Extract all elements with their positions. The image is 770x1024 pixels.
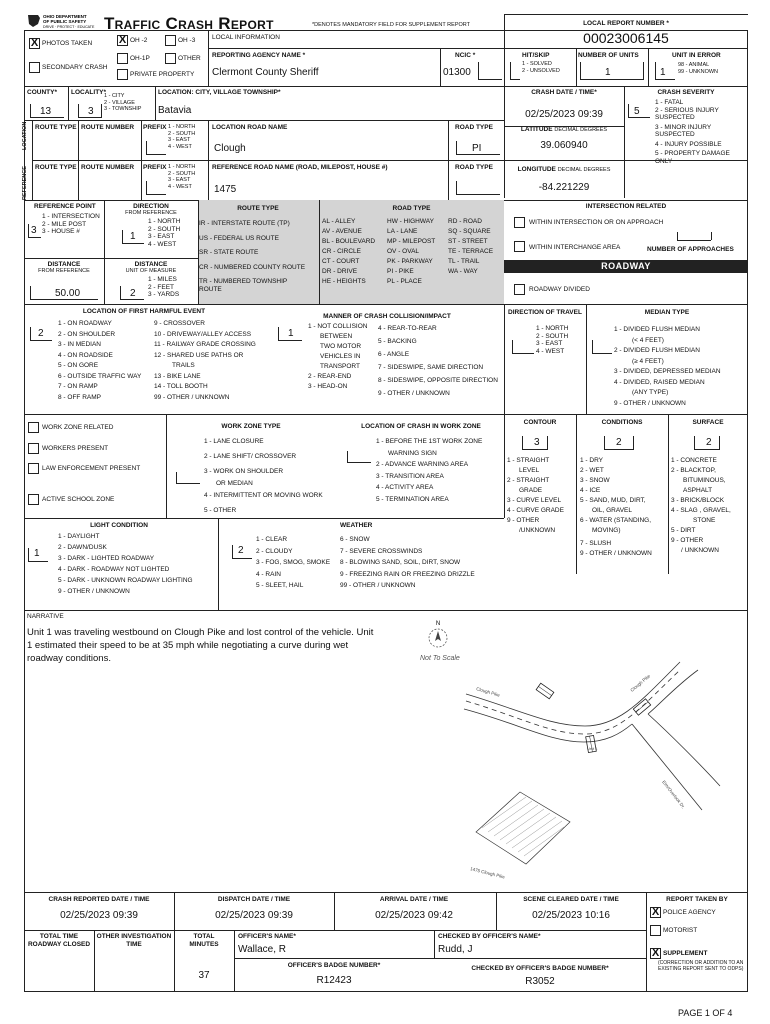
reported-label: CRASH REPORTED DATE / TIME <box>48 896 150 903</box>
road-label-clough-1: Clough Pike <box>475 686 501 698</box>
work-zone-location-label: LOCATION OF CRASH IN WORK ZONE <box>361 423 481 430</box>
side-location-label: LOCATION <box>22 121 28 150</box>
svg-text:DRIVE · PROTECT · EDUCATE: DRIVE · PROTECT · EDUCATE <box>43 25 95 29</box>
oh3-checkbox[interactable] <box>165 35 176 46</box>
distance-label: DISTANCE <box>47 261 81 268</box>
work-zone-related-checkbox[interactable] <box>28 422 39 433</box>
narrative-label: NARRATIVE <box>27 613 64 620</box>
police-agency-label: POLICE AGENCY <box>663 909 716 916</box>
roadway-divided-checkbox[interactable] <box>514 284 525 295</box>
reported-value: 02/25/2023 09:39 <box>60 910 138 921</box>
work-zone-type-label: WORK ZONE TYPE <box>221 423 281 430</box>
private-property-label: PRIVATE PROPERTY <box>130 71 195 78</box>
distance-unit-value: 2 <box>130 288 136 299</box>
side-reference-label: REFERENCE <box>22 166 28 200</box>
unit-error-value: 1 <box>660 67 666 78</box>
longitude-value: -84.221229 <box>538 182 590 193</box>
ref-road-value: 1475 <box>214 184 237 195</box>
road-type-value: PI <box>472 143 482 154</box>
crash-severity-label: CRASH SEVERITY <box>657 89 715 96</box>
ref-prefix-options: 1 - NORTH 2 - SOUTH 3 - EAST 4 - WEST <box>168 164 196 190</box>
cleared-label: SCENE CLEARED DATE / TIME <box>523 896 619 903</box>
vehicle-unit1-position3-icon <box>633 699 650 715</box>
distance-unit-label: DISTANCE <box>134 261 168 268</box>
other-label: OTHER <box>178 55 201 62</box>
dispatch-label: DISPATCH DATE / TIME <box>217 896 291 903</box>
supplement-checkbox[interactable]: X <box>651 947 660 959</box>
crash-severity-value: 5 <box>634 106 640 117</box>
manner-col1: 1 - NOT COLLISION BETWEEN TWO MOTOR VEHICLES IN TRANSPORT 2 - REAR-END 3 - HEAD-ON <box>308 323 368 390</box>
motorist-checkbox[interactable] <box>650 925 661 936</box>
manner-label: MANNER OF CRASH COLLISION/IMPACT <box>323 313 451 320</box>
reporting-agency-value: Clermont County Sheriff <box>212 67 319 78</box>
ref-point-options: 1 - INTERSECTION 2 - MILE POST 3 - HOUSE # <box>42 213 100 235</box>
vehicle-unit1-position1-icon <box>536 683 554 699</box>
first-harmful-col1: 1 - ON ROADWAY 2 - ON SHOULDER 3 - IN MEDIAN 4 - ON ROADSIDE 5 - ON GORE 6 - OUTSIDE TRAFFIC WAY 7 - ON RAMP 8 - OFF RAMP <box>58 320 142 401</box>
active-school-zone-checkbox[interactable] <box>28 494 39 505</box>
within-intersection-checkbox[interactable] <box>514 217 525 228</box>
manner-col2: 4 - REAR-TO-REAR 5 - BACKING 6 - ANGLE 7 - SIDESWIPE, SAME DIRECTION 8 - SIDESWIPE, OPPOSITE DIRECTION 9 - OTHER / UNKNOWN <box>378 325 498 397</box>
narrative-text: Unit 1 was traveling westbound on Clough Pike and lost control of the vehicle. Unit 1 estimated their speed to be at 35 mph while negotiating a curve during wet roadway conditions. <box>27 627 374 664</box>
direction-from-ref: FROM REFERENCE <box>125 210 177 216</box>
latitude-label: LATITUDE DECIMAL DEGREES <box>520 126 608 133</box>
location-value: Batavia <box>158 105 192 116</box>
reporting-agency-label: REPORTING AGENCY NAME * <box>212 52 306 59</box>
county-label: COUNTY* <box>27 89 57 96</box>
crash-date-label: CRASH DATE / TIME* <box>531 89 597 96</box>
local-report-label: LOCAL REPORT NUMBER * <box>583 20 669 27</box>
work-zone-related-label: WORK ZONE RELATED <box>42 424 114 431</box>
lot-label: 1475 Clough Pike <box>469 866 506 880</box>
checked-badge-value: R3052 <box>525 976 555 987</box>
dispatch-value: 02/25/2023 09:39 <box>215 910 293 921</box>
road-type-col1: AL - ALLEY AV - AVENUE BL - BOULEVARD CR - CIRCLE CT - COURT DR - DRIVE HE - HEIGHTS <box>322 218 376 285</box>
direction-travel-options: 1 - NORTH 2 - SOUTH 3 - EAST 4 - WEST <box>536 325 569 355</box>
location-road-label: LOCATION ROAD NAME <box>212 124 288 131</box>
contour-label: CONTOUR <box>523 419 557 426</box>
ref-route-number-label: ROUTE NUMBER <box>81 164 135 171</box>
ref-prefix-label: PREFIX <box>143 164 167 171</box>
light-condition-value: 1 <box>34 548 40 559</box>
secondary-crash-checkbox[interactable] <box>29 62 40 73</box>
ohio-dps-logo <box>26 12 100 30</box>
checked-badge-label: CHECKED BY OFFICER'S BADGE NUMBER* <box>471 965 609 972</box>
first-harmful-value: 2 <box>38 328 44 339</box>
light-condition-label: LIGHT CONDITION <box>90 522 148 529</box>
officer-name-label: OFFICER'S NAME* <box>238 933 296 940</box>
num-approaches-label: NUMBER OF APPROACHES <box>647 246 734 253</box>
hit-skip-options: 1 - SOLVED 2 - UNSOLVED <box>522 61 560 74</box>
local-information-label: LOCAL INFORMATION <box>212 34 280 41</box>
total-minutes-value: 37 <box>198 970 210 981</box>
law-enforcement-label: LAW ENFORCEMENT PRESENT <box>42 465 141 472</box>
within-intersection-label: WITHIN INTERSECTION OR ON APPROACH <box>529 219 664 226</box>
county-value: 13 <box>40 106 52 117</box>
longitude-label: LONGITUDE DECIMAL DEGREES <box>517 166 611 173</box>
work-zone-type-options: 1 - LANE CLOSURE 2 - LANE SHIFT/ CROSSOVER 3 - WORK ON SHOULDER OR MEDIAN 4 - INTERMITTENT OR MOVING WORK 5 - OTHER <box>204 438 323 514</box>
arrival-value: 02/25/2023 09:42 <box>375 910 453 921</box>
ncic-value: 01300 <box>443 67 471 78</box>
svg-text:OF PUBLIC SAFETY: OF PUBLIC SAFETY <box>43 19 87 24</box>
oh2-checkbox[interactable]: X <box>118 34 127 46</box>
direction-value: 1 <box>130 231 136 242</box>
ref-point-value: 3 <box>31 225 37 236</box>
oh2-label: OH -2 <box>130 37 148 44</box>
total-time-label: TOTAL TIME ROADWAY CLOSED <box>27 933 91 948</box>
workers-present-label: WORKERS PRESENT <box>42 445 109 452</box>
manner-value: 1 <box>288 328 294 339</box>
other-checkbox[interactable] <box>165 53 176 64</box>
badge-label: OFFICER'S BADGE NUMBER* <box>287 962 381 969</box>
weather-label: WEATHER <box>340 522 373 529</box>
contour-value: 3 <box>534 437 540 448</box>
route-type-header: ROUTE TYPE <box>237 205 279 212</box>
hit-skip-label: HIT/SKIP <box>522 52 550 59</box>
intersection-related-label: INTERSECTION RELATED <box>585 203 667 210</box>
road-type-label: ROAD TYPE <box>455 124 493 131</box>
road-label-side: Elm/Overlook Dr. <box>661 779 687 810</box>
page-number: PAGE 1 OF 4 <box>678 1008 733 1018</box>
road-type-header: ROAD TYPE <box>392 205 431 212</box>
private-property-checkbox[interactable] <box>117 69 128 80</box>
photos-taken-label: PHOTOS TAKEN <box>42 40 93 47</box>
locality-options: 1 - CITY 2 - VILLAGE 3 - TOWNSHIP <box>104 93 142 112</box>
locality-label: LOCALITY* <box>71 89 107 96</box>
road-label-clough-2: Clough Pike <box>629 673 652 693</box>
within-interchange-checkbox[interactable] <box>514 241 525 252</box>
crash-severity-options: 1 - FATAL 2 - SERIOUS INJURY SUSPECTED 3 - MINOR INJURY SUSPECTED 4 - INJURY POSSIBLE 5 - PROPERTY DAMAGE ONLY <box>655 99 730 165</box>
photos-taken-checkbox[interactable]: X <box>30 37 39 49</box>
arrival-label: ARRIVAL DATE / TIME <box>379 896 449 903</box>
other-investigation-label: OTHER INVESTIGATION TIME <box>96 933 172 948</box>
local-report-box <box>504 14 748 15</box>
ref-route-type-label: ROUTE TYPE <box>35 164 77 171</box>
compass-n-label: N <box>435 621 441 627</box>
distance-sub: FROM REFERENCE <box>38 268 90 274</box>
svg-text:OHIO DEPARTMENT: OHIO DEPARTMENT <box>43 14 87 19</box>
conditions-label: CONDITIONS <box>601 419 643 426</box>
num-units-value: 1 <box>605 67 611 78</box>
cleared-value: 02/25/2023 10:16 <box>532 910 610 921</box>
location-road-value: Clough <box>214 143 246 154</box>
roadway-divided-label: ROADWAY DIVIDED <box>529 286 590 293</box>
police-agency-checkbox[interactable]: X <box>651 906 660 918</box>
checked-by-label: CHECKED BY OFFICER'S NAME* <box>438 933 541 940</box>
oh3-label: OH -3 <box>178 37 196 44</box>
route-type-label: ROUTE TYPE <box>35 124 77 131</box>
contour-options: 1 - STRAIGHT LEVEL 2 - STRAIGHT GRADE 3 - CURVE LEVEL 4 - CURVE GRADE 9 - OTHER /UNKNOWN <box>507 457 564 534</box>
work-zone-location-options: 1 - BEFORE THE 1ST WORK ZONE WARNING SIGN 2 - ADVANCE WARNING AREA 3 - TRANSITION AREA 4 - ACTIVITY AREA 5 - TERMINATION AREA <box>376 438 483 503</box>
secondary-crash-label: SECONDARY CRASH <box>42 64 108 71</box>
mandatory-note: *DENOTES MANDATORY FIELD FOR SUPPLEMENT REPORT <box>312 22 471 28</box>
route-number-label: ROUTE NUMBER <box>81 124 135 131</box>
location-label: LOCATION: CITY, VILLAGE TOWNSHIP* <box>158 89 281 96</box>
total-minutes-label: TOTAL MINUTES <box>189 933 219 948</box>
direction-label: DIRECTION <box>133 203 169 210</box>
crash-diagram <box>380 614 740 894</box>
surface-options: 1 - CONCRETE 2 - BLACKTOP, BITUMINOUS, ASPHALT 3 - BRICK/BLOCK 4 - SLAG , GRAVEL, STONE 5 - DIRT 9 - OTHER / UNKNOWN <box>671 457 731 554</box>
conditions-value: 2 <box>616 437 622 448</box>
first-harmful-label: LOCATION OF FIRST HARMFUL EVENT <box>82 308 206 315</box>
parking-lot-hatch <box>476 792 570 864</box>
local-report-number: 00023006145 <box>583 30 669 46</box>
weather-value: 2 <box>238 545 244 556</box>
ref-road-label: REFERENCE ROAD NAME (ROAD, MILEPOST, HOUSE #) <box>212 164 388 171</box>
num-units-label: NUMBER OF UNITS <box>578 52 639 59</box>
surface-value: 2 <box>706 437 712 448</box>
supplement-label: SUPPLEMENT <box>663 950 708 957</box>
ref-point-label: REFERENCE POINT <box>34 203 96 210</box>
officer-name-value: Wallace, R <box>238 944 286 955</box>
report-title: Traffic Crash Report <box>104 14 274 33</box>
ref-road-type-label: ROAD TYPE <box>455 164 493 171</box>
unit-error-options: 98 - ANIMAL 99 - UNKNOWN <box>678 62 719 75</box>
badge-value: R12423 <box>316 975 352 986</box>
distance-unit-sub: UNIT OF MEASURE <box>125 268 177 274</box>
law-enforcement-checkbox[interactable] <box>28 463 39 474</box>
distance-unit-options: 1 - MILES 2 - FEET 3 - YARDS <box>148 276 180 298</box>
within-interchange-label: WITHIN INTERCHANGE AREA <box>529 244 621 251</box>
motorist-label: MOTORIST <box>663 927 698 934</box>
active-school-zone-label: ACTIVE SCHOOL ZONE <box>42 496 115 503</box>
north-compass-icon <box>429 629 447 647</box>
direction-travel-label: DIRECTION OF TRAVEL <box>508 309 582 316</box>
checked-by-value: Rudd, J <box>438 944 473 955</box>
road-type-col2: HW - HIGHWAY LA - LANE MP - MILEPOST OV - OVAL PK - PARKWAY PI - PIKE PL - PLACE <box>387 218 436 285</box>
unit-error-label: UNIT IN ERROR <box>672 52 721 59</box>
distance-value: 50.00 <box>55 288 81 299</box>
prefix-options: 1 - NORTH 2 - SOUTH 3 - EAST 4 - WEST <box>168 124 196 150</box>
ncic-label: NCIC * <box>455 52 476 59</box>
latitude-value: 39.060940 <box>540 140 588 151</box>
surface-label: SURFACE <box>692 419 724 426</box>
crash-date-value: 02/25/2023 09:39 <box>525 109 603 120</box>
direction-options: 1 - NORTH 2 - SOUTH 3 - EAST 4 - WEST <box>148 218 181 248</box>
locality-value: 3 <box>88 106 94 117</box>
roadway-header: ROADWAY <box>504 260 748 273</box>
oh1p-label: OH-1P <box>130 55 150 62</box>
workers-present-checkbox[interactable] <box>28 443 39 454</box>
supplement-note: (CORRECTION OR ADDITION TO AN EXISTING REPORT SENT TO ODPS) <box>658 960 744 972</box>
conditions-options: 1 - DRY 2 - WET 3 - SNOW 4 - ICE 5 - SAND, MUD, DIRT, OIL, GRAVEL 6 - WATER (STANDING, MOVING) 7 - SLUSH 9 - OTHER / UNKNOWN <box>580 457 652 557</box>
median-type-options: 1 - DIVIDED FLUSH MEDIAN (< 4 FEET) 2 - DIVIDED FLUSH MEDIAN (≥ 4 FEET) 3 - DIVIDED, DEPRESSED MEDIAN 4 - DIVIDED, RAISED MEDIAN (ANY TYPE) 9 - OTHER / UNKNOWN <box>614 326 721 407</box>
route-type-options: IR - INTERSTATE ROUTE (TP) US - FEDERAL US ROUTE SR - STATE ROUTE CR - NUMBERED COUNTY ROUTE TR - NUMBERED TOWNSHIP ROUTE <box>199 220 306 293</box>
weather-col2: 6 - SNOW 7 - SEVERE CROSSWINDS 8 - BLOWING SAND, SOIL, DIRT, SNOW 9 - FREEZING RAIN OR FREEZING DRIZZLE 99 - OTHER / UNKNOWN <box>340 536 475 589</box>
prefix-label: PREFIX <box>143 124 167 131</box>
light-condition-options: 1 - DAYLIGHT 2 - DAWN/DUSK 3 - DARK - LIGHTED ROADWAY 4 - DARK - ROADWAY NOT LIGHTED 5 - DARK - UNKNOWN ROADWAY LIGHTING 9 - OTHER / UNKNOWN <box>58 533 193 595</box>
unit-label: Unit 1 <box>587 746 598 751</box>
first-harmful-col2: 9 - CROSSOVER 10 - DRIVEWAY/ALLEY ACCESS 11 - RAILWAY GRADE CROSSING 12 - SHARED USE PATHS OR TRAILS 13 - BIKE LANE 14 - TOLL BOOTH 99 - OTHER / UNKNOWN <box>154 320 256 401</box>
median-type-label: MEDIAN TYPE <box>644 309 690 316</box>
oh1p-checkbox[interactable] <box>117 53 128 64</box>
road-type-col3: RD - ROAD SQ - SQUARE ST - STREET TE - TERRACE TL - TRAIL WA - WAY <box>448 218 494 275</box>
weather-col1: 1 - CLEAR 2 - CLOUDY 3 - FOG, SMOG, SMOKE 4 - RAIN 5 - SLEET, HAIL <box>256 536 331 589</box>
not-to-scale-label: Not To Scale <box>420 655 460 662</box>
report-taken-label: REPORT TAKEN BY <box>666 896 728 903</box>
